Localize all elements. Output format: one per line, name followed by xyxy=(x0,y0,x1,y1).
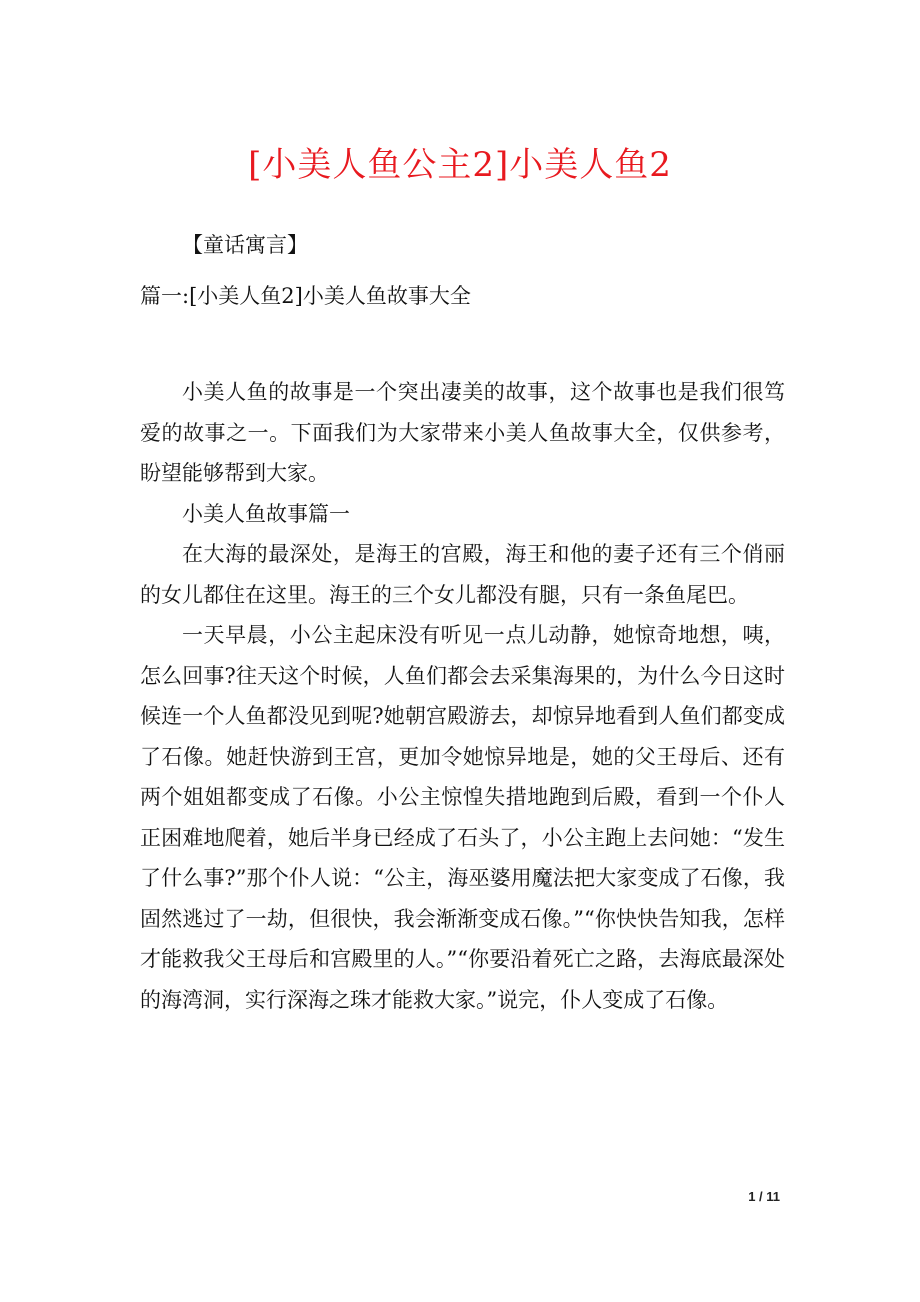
article-body xyxy=(140,372,785,1020)
page-number: 1 / 11 xyxy=(748,1189,780,1204)
category-label: 【童话寓言】 xyxy=(182,233,308,257)
document-title: [小美人鱼公主2]小美人鱼2 xyxy=(248,145,672,185)
paragraph-story-1: 在大海的最深处，是海王的宫殿，海王和他的妻子还有三个俏丽的女儿都住在这里。海王的三个女儿都没有腿，只有一条鱼尾巴。 xyxy=(140,542,785,607)
paragraph-section-heading: 小美人鱼故事篇一 xyxy=(182,501,350,526)
paragraph-intro: 小美人鱼的故事是一个突出凄美的故事，这个故事也是我们很笃爱的故事之一。下面我们为大家带来小美人鱼故事大全，仅供参考，盼望能够帮到大家。 xyxy=(140,380,785,485)
article-subtitle: 篇一:[小美人鱼2]小美人鱼故事大全 xyxy=(140,284,471,308)
paragraph-story-2: 一天早晨，小公主起床没有听见一点儿动静，她惊奇地想，咦，怎么回事?往天这个时候，人鱼们都会去采集海果的，为什么今日这时候连一个人鱼都没见到呢?她朝宫殿游去，却惊异地看到人鱼们都变成了石像。她赶快游到王宫，更加令她惊异地是，她的父王母后、还有两个姐姐都变成了石像。小公主惊惶失措地跑到后殿，看到一个仆人正困难地爬着，她后半身已经成了石头了，小公主跑上去问她：“发生了什么事?”那个仆人说：“公主，海巫婆用魔法把大家变成了石像，我固然逃过了一劫，但很快，我会渐渐变成石像。”“你快快告知我，怎样才能救我父王母后和宫殿里的人。”“你要沿着死亡之路，去海底最深处的海湾洞，实行深海之珠才能救大家。”说完，仆人变成了石像。 xyxy=(140,623,785,1012)
